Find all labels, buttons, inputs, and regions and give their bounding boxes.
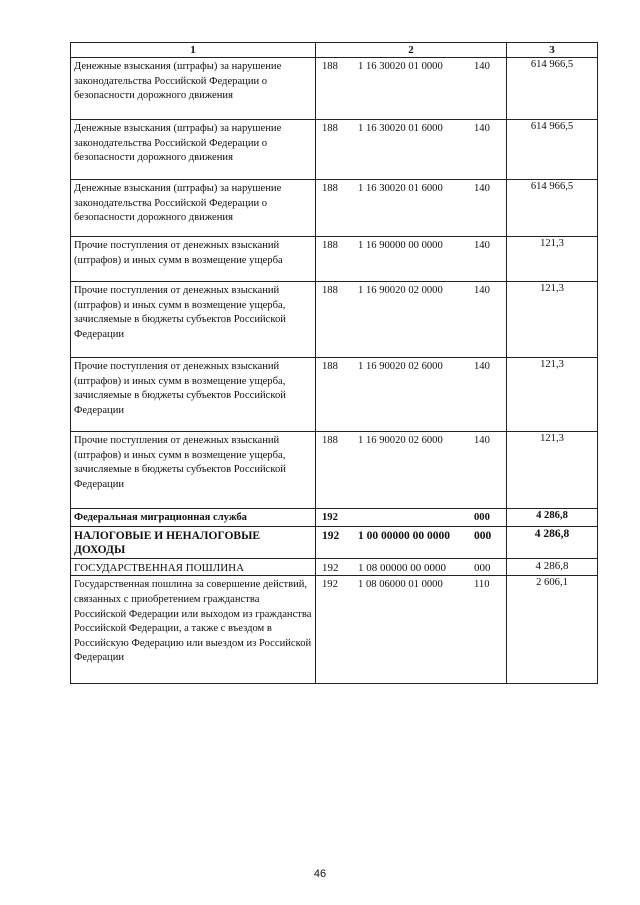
- row-admin-code: 192: [322, 579, 338, 591]
- table-row: [71, 237, 598, 282]
- row-admin-code: 188: [322, 123, 338, 134]
- row-name: Денежные взыскания (штрафы) за нарушение законодательства Российской Федерации о безопасности дорожного движения: [71, 58, 316, 120]
- row-value: 614 966,5: [507, 180, 598, 237]
- row-kind-code: 110: [474, 579, 490, 591]
- table-row: [71, 526, 598, 558]
- row-value: 614 966,5: [507, 120, 598, 180]
- row-value: 121,3: [507, 432, 598, 509]
- row-codes: [316, 576, 507, 684]
- row-kbk-code: 1 08 06000 01 0000: [358, 579, 443, 591]
- row-admin-code: 188: [322, 285, 338, 296]
- row-name: ГОСУДАРСТВЕННАЯ ПОШЛИНА: [71, 558, 316, 576]
- row-admin-code: 192: [322, 561, 339, 574]
- row-value: 2 606,1: [507, 576, 598, 684]
- row-admin-code: 188: [322, 183, 338, 194]
- budget-table: [70, 42, 598, 684]
- row-name: Прочие поступления от денежных взысканий (штрафов) и иных сумм в возмещение ущерба: [71, 237, 316, 282]
- row-name: Денежные взыскания (штрафы) за нарушение законодательства Российской Федерации о безопасности дорожного движения: [71, 180, 316, 237]
- row-kbk-code: 1 16 90020 02 6000: [358, 361, 443, 372]
- row-codes: [316, 120, 507, 180]
- row-kind-code: 000: [474, 529, 492, 542]
- table-row: [71, 58, 598, 120]
- row-value: 614 966,5: [507, 58, 598, 120]
- row-kind-code: 140: [474, 123, 490, 134]
- row-codes: [316, 358, 507, 432]
- row-admin-code: 188: [322, 240, 338, 251]
- table-row: [71, 509, 598, 527]
- row-kbk-code: 1 08 00000 00 0000: [358, 561, 446, 574]
- row-kind-code: 140: [474, 361, 490, 372]
- row-admin-code: 192: [322, 512, 338, 523]
- row-admin-code: 188: [322, 61, 338, 72]
- row-name: Денежные взыскания (штрафы) за нарушение законодательства Российской Федерации о безопасности дорожного движения: [71, 120, 316, 180]
- row-name: Государственная пошлина за совершение действий, связанных с приобретением гражданства Российской Федерации или выходом из гражданства Российской Федерации, а также с въездом в Российскую Федерацию или выездом из Российской Федерации: [71, 576, 316, 684]
- table-header-row: [71, 43, 598, 58]
- header-col-2: 2: [316, 43, 507, 58]
- table-row: [71, 576, 598, 684]
- page-number: 46: [313, 868, 327, 880]
- row-value: 121,3: [507, 237, 598, 282]
- row-codes: [316, 558, 507, 576]
- row-name: НАЛОГОВЫЕ И НЕНАЛОГОВЫЕ ДОХОДЫ: [71, 526, 316, 558]
- table-row: [71, 358, 598, 432]
- row-kind-code: 140: [474, 435, 490, 446]
- row-value: 4 286,8: [507, 509, 598, 527]
- row-kind-code: 140: [474, 240, 490, 251]
- row-kbk-code: 1 16 30020 01 0000: [358, 61, 443, 72]
- row-kind-code: 140: [474, 285, 490, 296]
- table-row: [71, 180, 598, 237]
- row-codes: [316, 58, 507, 120]
- table-row: [71, 120, 598, 180]
- row-kind-code: 140: [474, 183, 490, 194]
- row-kind-code: 000: [474, 561, 491, 574]
- row-admin-code: 188: [322, 361, 338, 372]
- row-kbk-code: 1 16 90020 02 6000: [358, 435, 443, 446]
- row-kbk-code: 1 00 00000 00 0000: [358, 529, 450, 542]
- row-kbk-code: 1 16 90000 00 0000: [358, 240, 443, 251]
- row-admin-code: 188: [322, 435, 338, 446]
- header-col-3: 3: [507, 43, 598, 58]
- row-codes: [316, 180, 507, 237]
- row-value: 4 286,8: [507, 526, 598, 558]
- row-value: 4 286,8: [507, 558, 598, 576]
- row-kbk-code: 1 16 30020 01 6000: [358, 123, 443, 134]
- row-name: Прочие поступления от денежных взысканий (штрафов) и иных сумм в возмещение ущерба, зачисляемые в бюджеты субъектов Российской Федерации: [71, 358, 316, 432]
- row-codes: [316, 509, 507, 527]
- row-codes: [316, 526, 507, 558]
- row-value: 121,3: [507, 358, 598, 432]
- row-name: Федеральная миграционная служба: [71, 509, 316, 527]
- row-kind-code: 140: [474, 61, 490, 72]
- row-codes: [316, 237, 507, 282]
- row-codes: [316, 282, 507, 358]
- row-kbk-code: 1 16 30020 01 6000: [358, 183, 443, 194]
- row-admin-code: 192: [322, 529, 340, 542]
- row-name: Прочие поступления от денежных взысканий (штрафов) и иных сумм в возмещение ущерба, зачисляемые в бюджеты субъектов Российской Федерации: [71, 282, 316, 358]
- row-kind-code: 000: [474, 512, 490, 523]
- table-row: [71, 558, 598, 576]
- table-row: [71, 282, 598, 358]
- row-name: Прочие поступления от денежных взысканий (штрафов) и иных сумм в возмещение ущерба, зачисляемые в бюджеты субъектов Российской Федерации: [71, 432, 316, 509]
- header-col-1: 1: [71, 43, 316, 58]
- table-row: [71, 432, 598, 509]
- row-kbk-code: 1 16 90020 02 0000: [358, 285, 443, 296]
- row-value: 121,3: [507, 282, 598, 358]
- row-codes: [316, 432, 507, 509]
